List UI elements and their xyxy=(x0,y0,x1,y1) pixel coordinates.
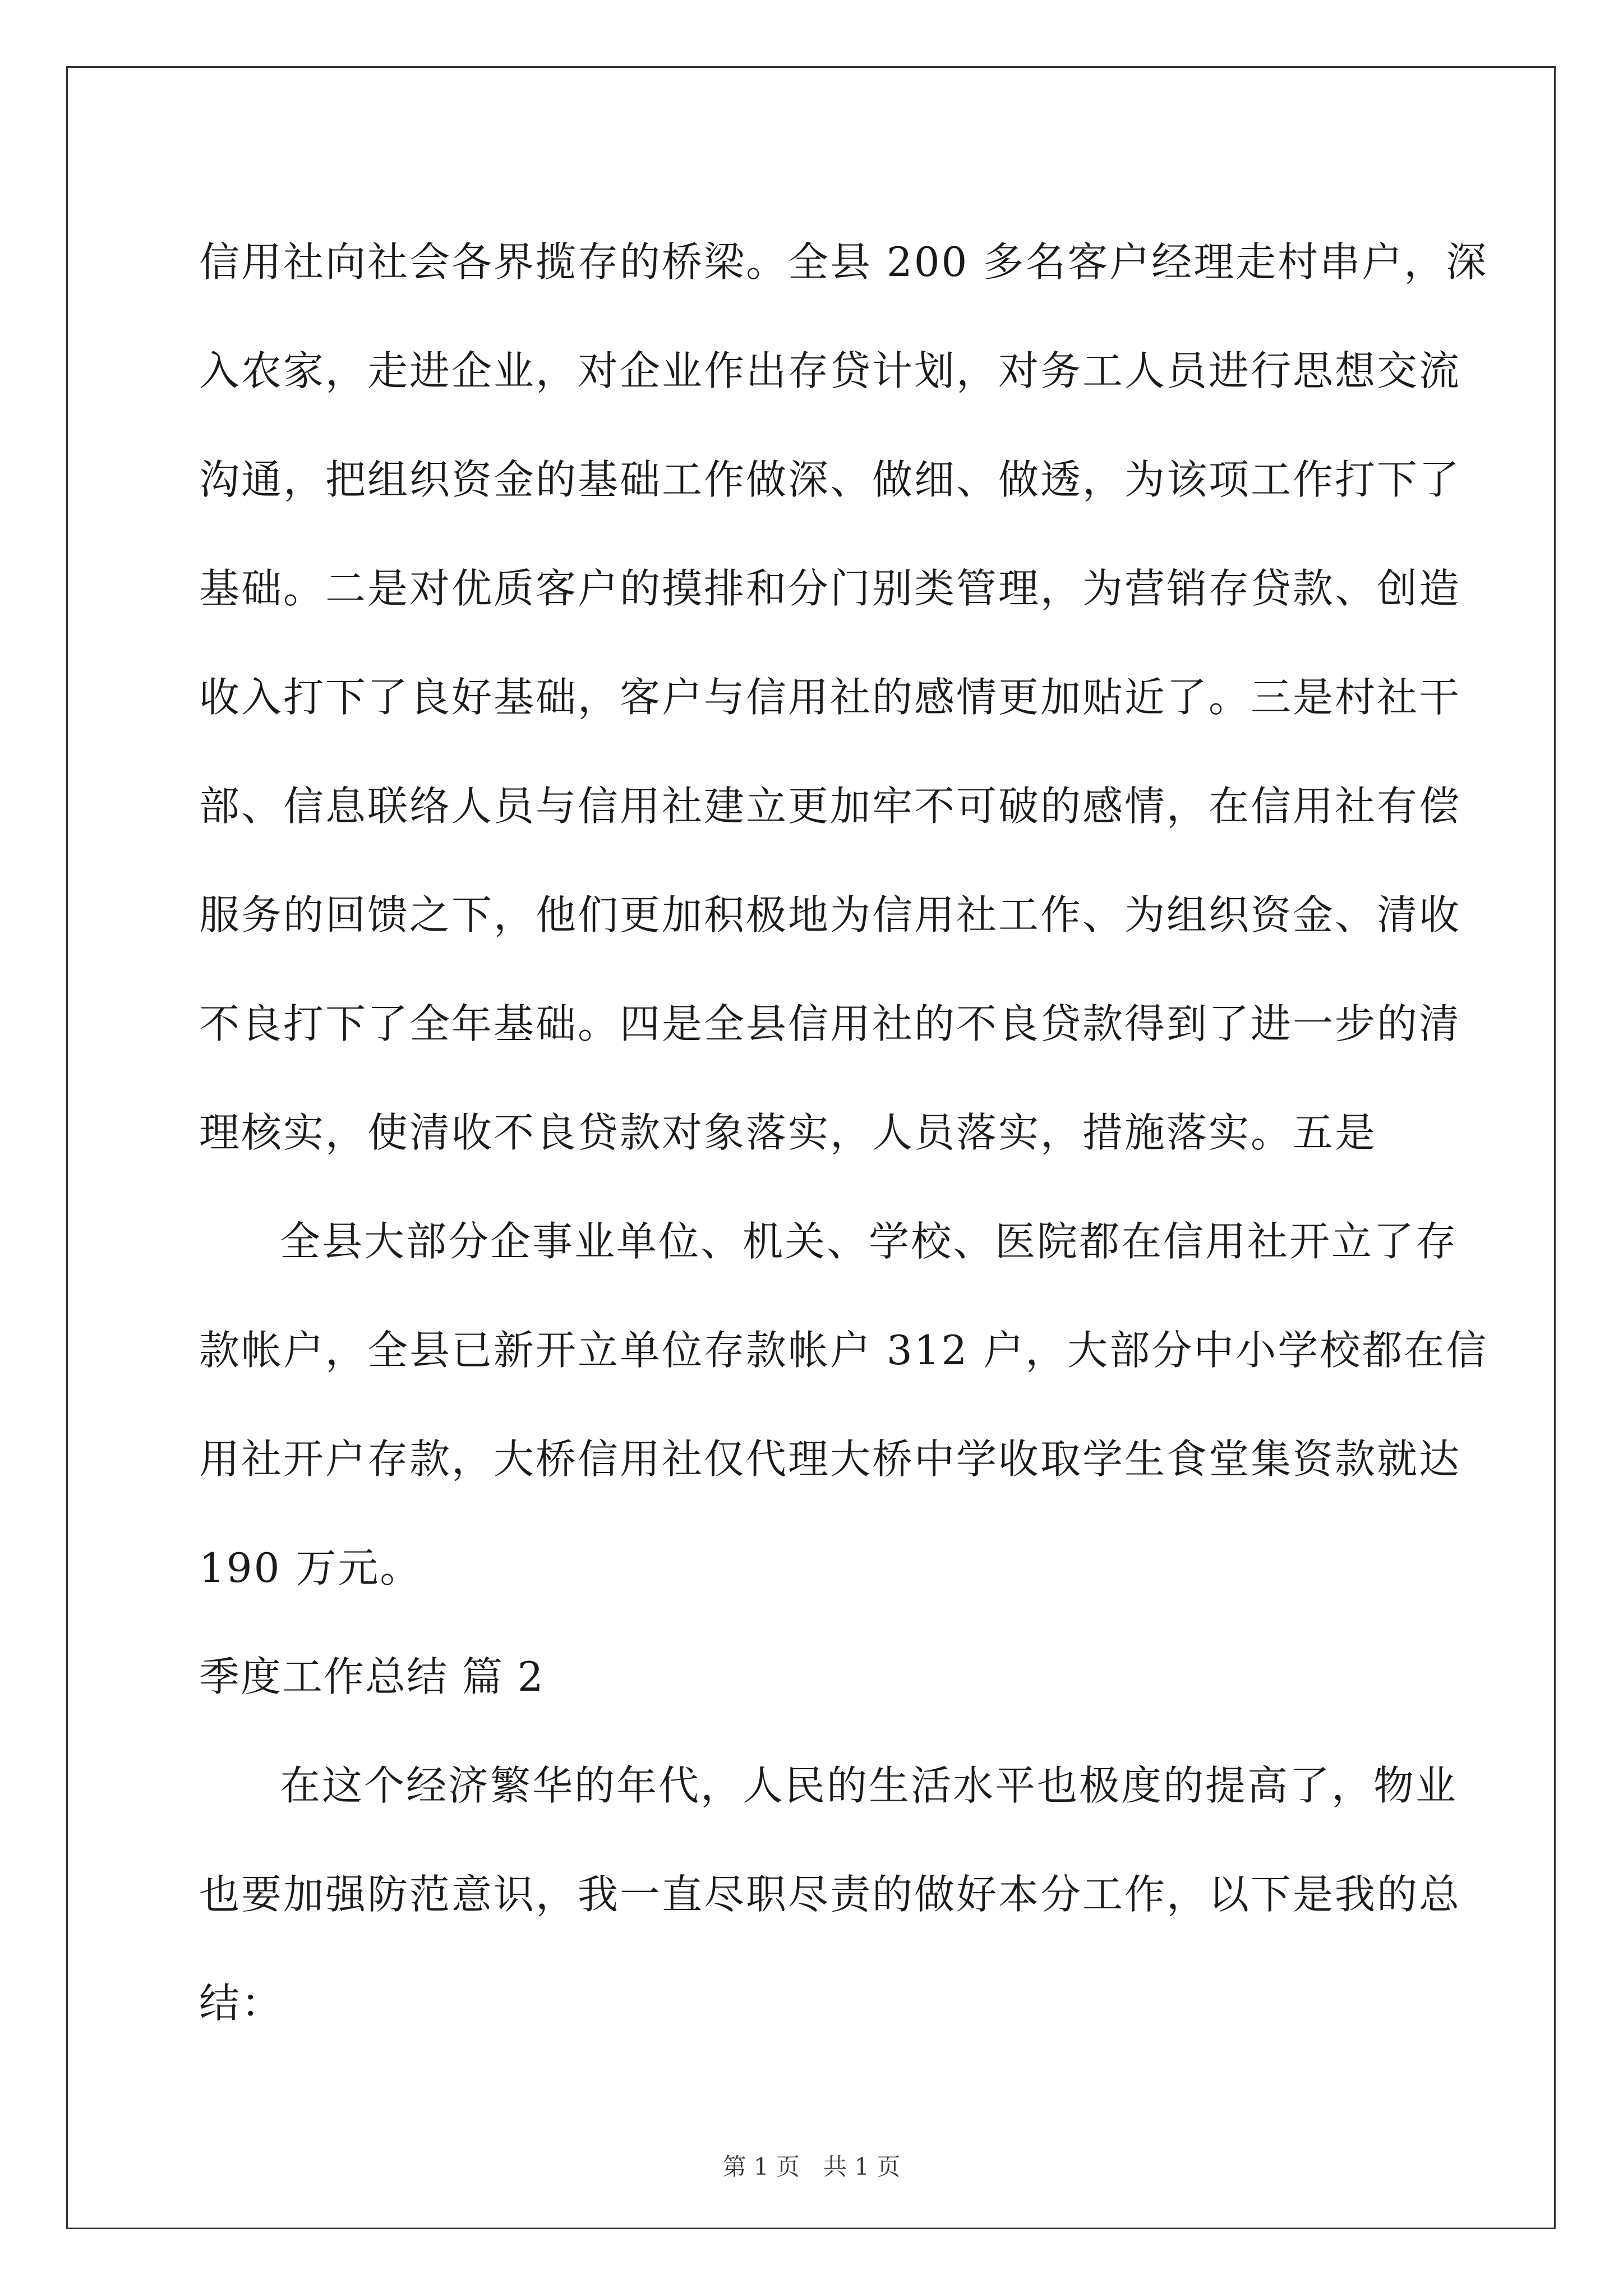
text-line: 信用社向社会各界揽存的桥梁。全县 200 多名客户经理走村串户，深 xyxy=(199,238,1488,286)
text-line: 190 万元。 xyxy=(199,1544,422,1591)
text-line: 用社开户存款，大桥信用社仅代理大桥中学收取学生食堂集资款就达 xyxy=(199,1435,1461,1483)
document-body xyxy=(199,208,1488,2058)
text-line: 在这个经济繁华的年代，人民的生活水平也极度的提高了，物业 xyxy=(280,1762,1458,1809)
text-line: 服务的回馈之下，他们更加积极地为信用社工作、为组织资金、清收 xyxy=(199,891,1461,938)
section-heading: 季度工作总结 篇 2 xyxy=(199,1653,545,1700)
page-footer: 第 1 页 共 1 页 xyxy=(722,2153,901,2180)
text-line: 入农家，走进企业，对企业作出存贷计划，对务工人员进行思想交流 xyxy=(199,347,1461,394)
text-line: 结： xyxy=(199,1980,284,2027)
text-line: 基础。二是对优质客户的摸排和分门别类管理，为营销存贷款、创造 xyxy=(199,565,1461,612)
text-line: 全县大部分企事业单位、机关、学校、医院都在信用社开立了存 xyxy=(280,1218,1458,1265)
paragraph-1 xyxy=(199,208,1488,1187)
paragraph-3 xyxy=(199,1731,1461,2058)
text-line: 沟通，把组织资金的基础工作做深、做细、做透，为该项工作打下了 xyxy=(199,456,1461,503)
text-line: 理核实，使清收不良贷款对象落实，人员落实，措施落实。五是 xyxy=(199,1109,1377,1156)
text-line: 不良打下了全年基础。四是全县信用社的不良贷款得到了进一步的清 xyxy=(199,1000,1461,1047)
paragraph-2 xyxy=(199,1187,1488,1622)
text-line: 收入打下了良好基础，客户与信用社的感情更加贴近了。三是村社干 xyxy=(199,674,1461,721)
text-line: 也要加强防范意识，我一直尽职尽责的做好本分工作，以下是我的总 xyxy=(199,1871,1461,1918)
text-line: 部、信息联络人员与信用社建立更加牢不可破的感情，在信用社有偿 xyxy=(199,783,1461,830)
text-line: 款帐户，全县已新开立单位存款帐户 312 户，大部分中小学校都在信 xyxy=(199,1327,1488,1374)
